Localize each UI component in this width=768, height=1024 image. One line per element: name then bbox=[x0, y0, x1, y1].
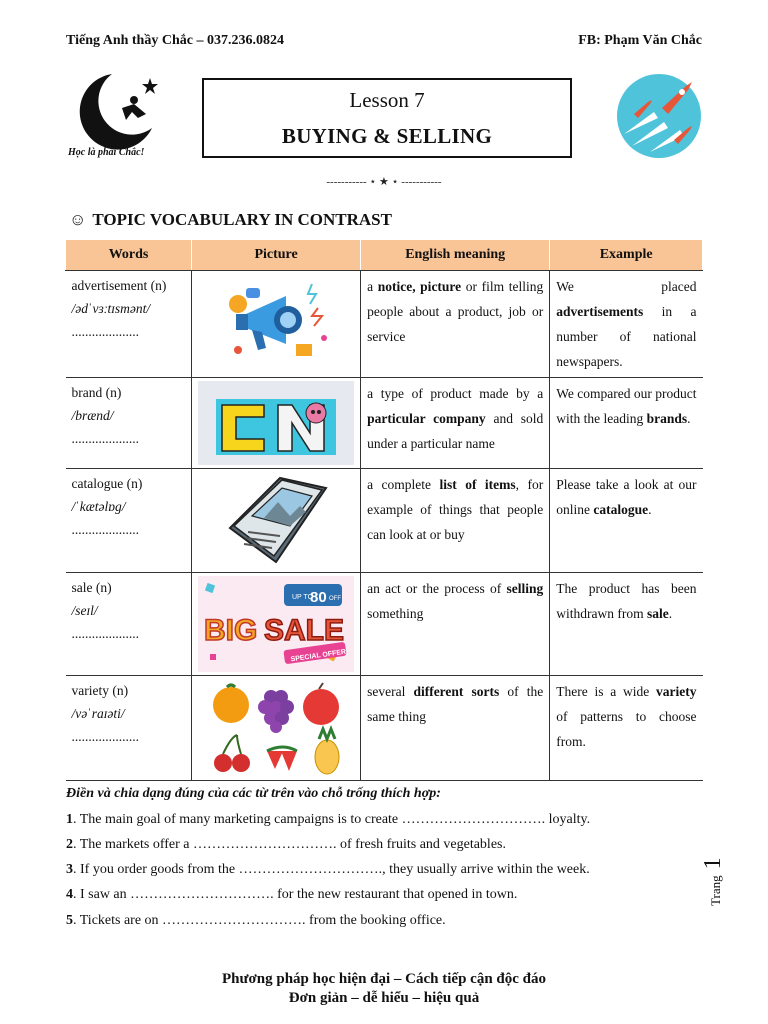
header-contact: Tiếng Anh thầy Chắc – 037.236.0824 bbox=[66, 33, 284, 48]
star-divider: ----------- ⋆ ★ ⋆ ----------- bbox=[326, 176, 442, 188]
word-ipa: /ˈkætəlɒg/ bbox=[71, 499, 126, 514]
exercise-number: 5 bbox=[66, 913, 73, 928]
meaning-cell bbox=[361, 469, 550, 573]
footer-slogan-2: Đơn giản – dễ hiểu – hiệu quả bbox=[288, 990, 480, 1006]
example-cell bbox=[550, 573, 703, 676]
page-number bbox=[700, 857, 727, 906]
text-segment: We placed bbox=[556, 279, 697, 294]
picture-cell bbox=[192, 271, 361, 378]
lesson-topic: BUYING & SELLING bbox=[281, 124, 493, 148]
exercise-sentence: . If you order goods from the …………………………., they usually arrive within the week. bbox=[73, 862, 590, 877]
meaning-cell bbox=[361, 271, 550, 378]
picture-cell bbox=[192, 676, 361, 781]
section-heading bbox=[69, 210, 392, 230]
exercise-item bbox=[66, 862, 590, 878]
big-sale-banner-icon bbox=[198, 576, 354, 672]
bold-keyword: catalogue bbox=[593, 502, 649, 517]
column-header-words: Words bbox=[66, 240, 192, 271]
sale-special-text: SPECIAL OFFER bbox=[290, 648, 347, 664]
text-segment: or film telling people about a product, job or service bbox=[367, 279, 544, 344]
footer-slogan-1: Phương pháp học hiện đại – Cách tiếp cận độc đáo bbox=[221, 971, 547, 987]
word-ipa: /ədˈvɜːtɪsmənt/ bbox=[71, 301, 151, 316]
word-cell bbox=[66, 469, 192, 573]
word-blank: .................... bbox=[71, 626, 139, 641]
meaning-cell bbox=[361, 573, 550, 676]
word-ipa: /seɪl/ bbox=[71, 603, 98, 618]
word-text: catalogue (n) bbox=[71, 476, 143, 491]
text-segment: The product has been withdrawn from bbox=[556, 581, 697, 621]
text-segment: a bbox=[367, 279, 378, 294]
text-segment: a complete bbox=[367, 477, 440, 492]
word-ipa: /brænd/ bbox=[71, 408, 114, 423]
bold-keyword: variety bbox=[656, 684, 697, 699]
sale-upto-text: UP TO bbox=[292, 594, 314, 601]
text-segment: several bbox=[367, 684, 414, 699]
meaning-cell bbox=[361, 676, 550, 781]
megaphone-icon bbox=[216, 274, 336, 370]
text-segment: Please take a look at our online bbox=[556, 477, 697, 517]
bold-keyword: notice, picture bbox=[377, 279, 462, 294]
text-segment: , for example of things that people can look at or buy bbox=[367, 477, 544, 542]
word-text: brand (n) bbox=[71, 385, 122, 400]
exercise-instruction: Điền và chia dạng đúng của các từ trên vào chỗ trống thích hợp: bbox=[66, 786, 441, 801]
word-cell bbox=[66, 676, 192, 781]
exercise-sentence: . I saw an …………………………. for the new restaurant that opened in town. bbox=[73, 887, 518, 902]
example-cell bbox=[550, 676, 703, 781]
table-header-row bbox=[66, 240, 703, 271]
picture-cell bbox=[192, 573, 361, 676]
text-segment: We compared our product with the leading bbox=[556, 386, 697, 426]
exercise-number: 1 bbox=[66, 812, 73, 827]
rocket-logo-icon bbox=[614, 74, 704, 158]
exercise-number: 4 bbox=[66, 887, 73, 902]
bold-keyword: particular company bbox=[367, 411, 486, 426]
smiley-icon: ☺ bbox=[69, 210, 87, 229]
table-row bbox=[66, 271, 703, 378]
word-ipa: /vəˈraɪəti/ bbox=[71, 706, 125, 721]
word-cell bbox=[66, 573, 192, 676]
exercise-sentence: . The main goal of many marketing campaigns is to create …………………………. loyalty. bbox=[73, 812, 591, 827]
text-segment: . bbox=[687, 411, 691, 426]
word-cell bbox=[66, 378, 192, 469]
text-segment: an act or the process of bbox=[367, 581, 507, 596]
page-number-value: 1 bbox=[700, 857, 726, 870]
column-header-picture: Picture bbox=[192, 240, 361, 271]
table-row bbox=[66, 378, 703, 469]
example-cell bbox=[550, 469, 703, 573]
text-segment: of patterns to choose from. bbox=[556, 709, 697, 749]
picture-cell bbox=[192, 469, 361, 573]
vocabulary-table bbox=[65, 239, 703, 781]
lesson-title-box bbox=[202, 78, 572, 158]
exercise-number: 3 bbox=[66, 862, 73, 877]
exercise-item bbox=[66, 913, 446, 929]
word-blank: .................... bbox=[71, 431, 139, 446]
meaning-cell bbox=[361, 378, 550, 469]
exercise-item bbox=[66, 837, 506, 853]
word-text: sale (n) bbox=[71, 580, 112, 595]
catalogue-icon bbox=[216, 472, 336, 568]
table-row bbox=[66, 469, 703, 573]
exercise-number: 2 bbox=[66, 837, 73, 852]
text-segment: in a number of national newspapers. bbox=[556, 304, 697, 369]
lesson-number: Lesson 7 bbox=[349, 88, 425, 112]
bold-keyword: selling bbox=[506, 581, 544, 596]
word-cell bbox=[66, 271, 192, 378]
example-cell bbox=[550, 378, 703, 469]
brand-logo-icon bbox=[198, 381, 354, 465]
exercise-sentence: . Tickets are on …………………………. from the booking office. bbox=[73, 913, 446, 928]
exercise-item bbox=[66, 812, 590, 828]
text-segment: There is a wide bbox=[556, 684, 657, 699]
word-blank: .................... bbox=[71, 522, 139, 537]
text-segment: . bbox=[648, 502, 652, 517]
sale-big-text: BIG bbox=[204, 614, 258, 647]
sale-off-text: OFF bbox=[329, 596, 342, 602]
exercise-item bbox=[66, 887, 517, 903]
logo-tagline: Học là phải Chắc! bbox=[68, 147, 145, 158]
word-text: variety (n) bbox=[71, 683, 129, 698]
bold-keyword: brands bbox=[646, 411, 688, 426]
table-row bbox=[66, 573, 703, 676]
bold-keyword: sale bbox=[647, 606, 669, 621]
text-segment: something bbox=[367, 606, 424, 621]
table-row bbox=[66, 676, 703, 781]
exercise-sentence: . The markets offer a …………………………. of fresh fruits and vegetables. bbox=[73, 837, 506, 852]
text-segment: of the same thing bbox=[367, 684, 544, 724]
bold-keyword: different sorts bbox=[413, 684, 500, 699]
page-label-text: Trang bbox=[708, 875, 723, 906]
picture-cell bbox=[192, 378, 361, 469]
section-heading-text: TOPIC VOCABULARY IN CONTRAST bbox=[92, 210, 392, 229]
column-header-example: Example bbox=[550, 240, 703, 271]
text-segment: . bbox=[668, 606, 673, 621]
text-segment: and sold under a particular name bbox=[367, 411, 544, 451]
fruits-icon bbox=[201, 679, 351, 777]
text-segment: a type of product made by a bbox=[367, 386, 544, 401]
bold-keyword: list of items bbox=[439, 477, 516, 492]
example-cell bbox=[550, 271, 703, 378]
sale-sale-text: SALE bbox=[264, 614, 345, 647]
bold-keyword: advertisements bbox=[556, 304, 644, 319]
word-blank: .................... bbox=[71, 729, 139, 744]
column-header-meaning: English meaning bbox=[361, 240, 550, 271]
header-facebook: FB: Phạm Văn Chắc bbox=[578, 33, 702, 48]
word-text: advertisement (n) bbox=[71, 278, 167, 293]
word-blank: .................... bbox=[71, 324, 139, 339]
sale-percent-text: 80 bbox=[310, 589, 327, 606]
